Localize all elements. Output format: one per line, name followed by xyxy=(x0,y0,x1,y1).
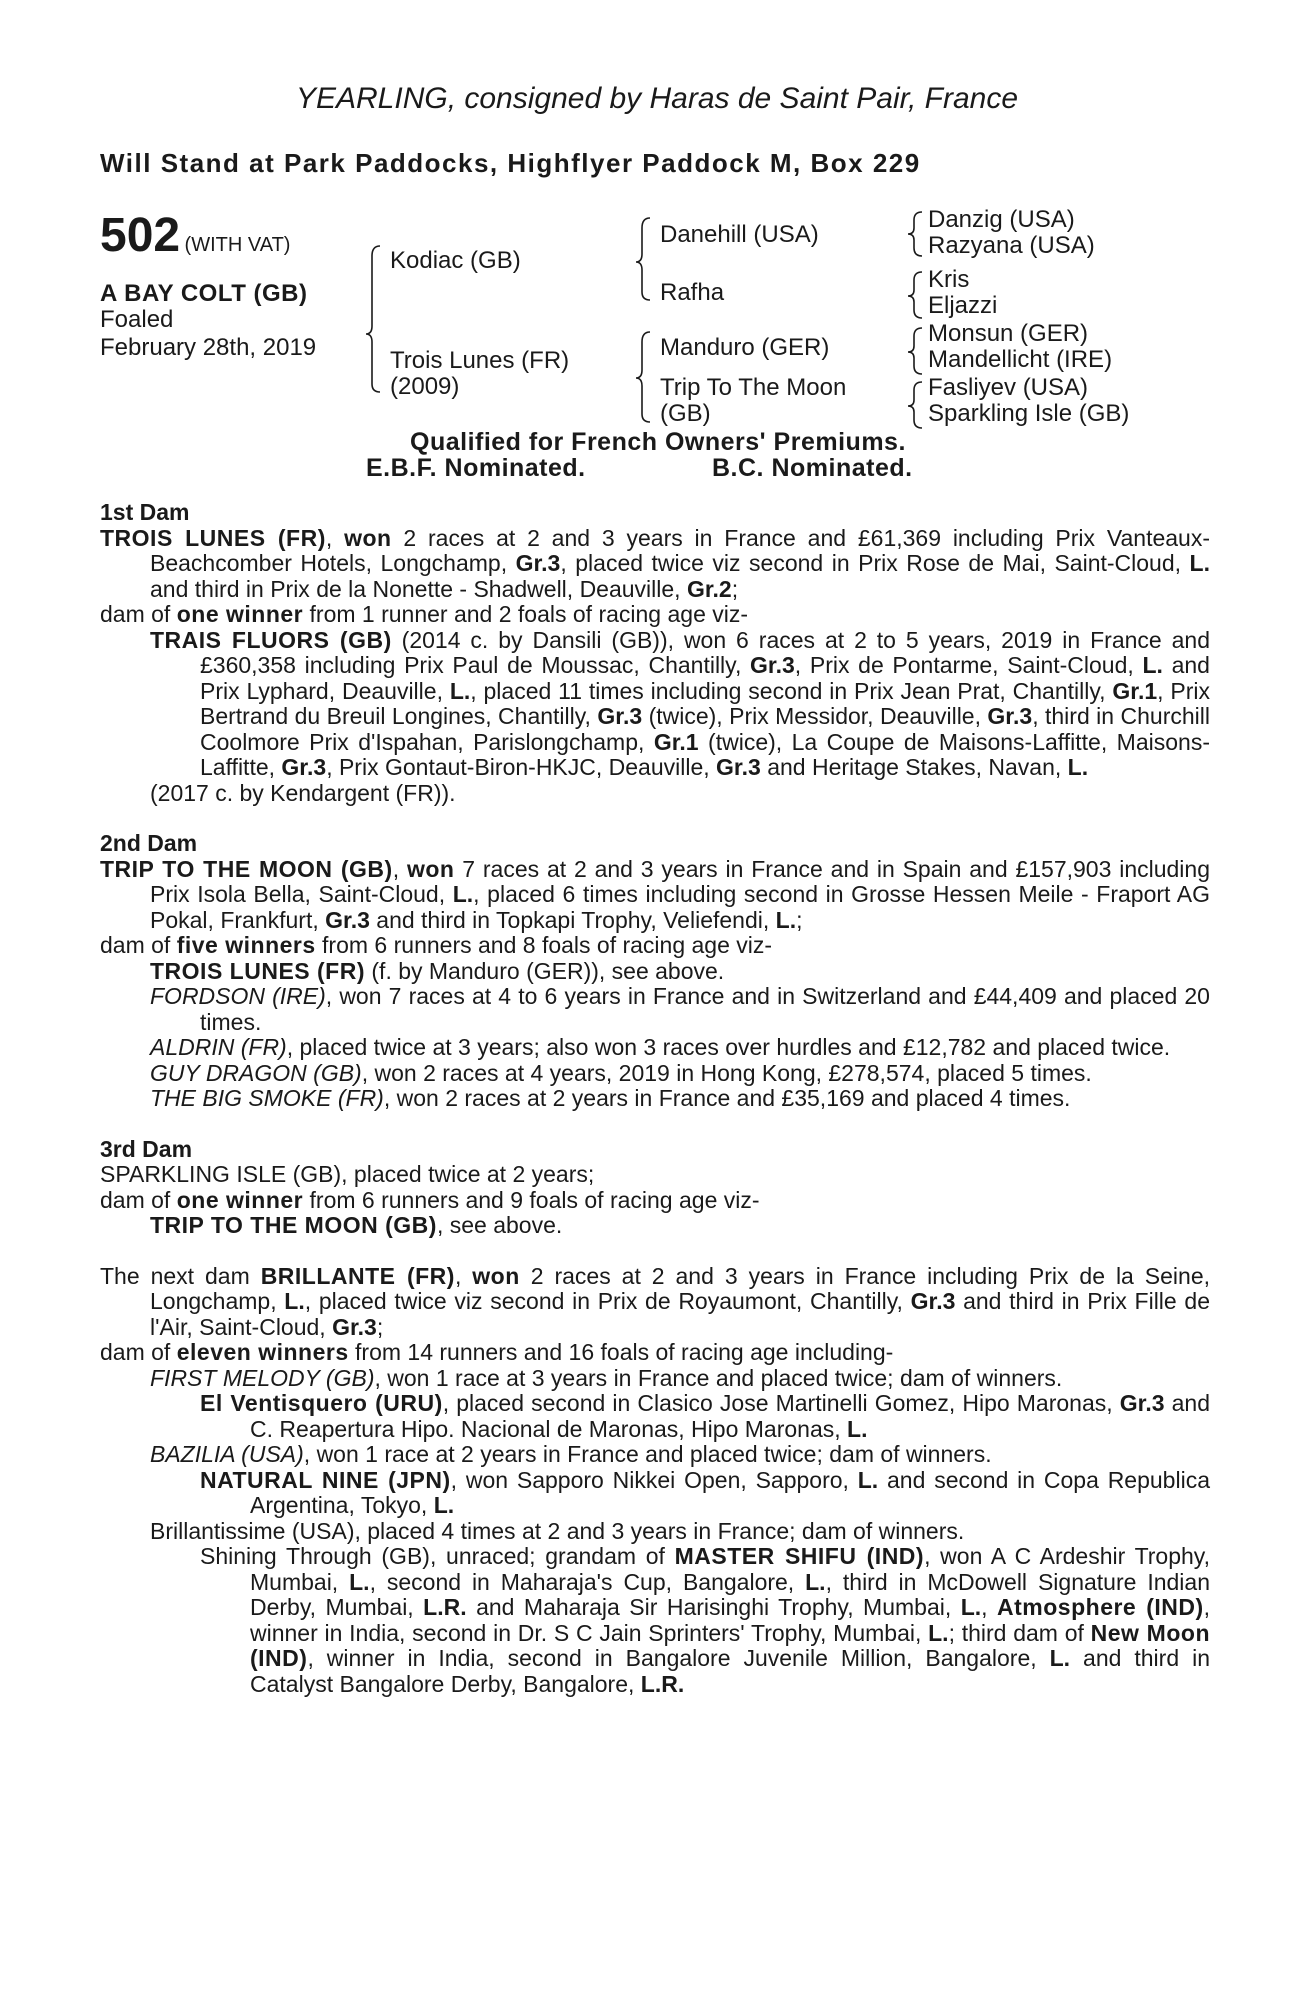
text: 2 races at 2 and 3 years in France including Prix de la Seine, Longchamp, xyxy=(150,1262,1210,1314)
stand-location: Will Stand at Park Paddocks, Highflyer Paddock M, Box 229 xyxy=(100,148,921,178)
horse-name: TROIS LUNES (FR) xyxy=(100,524,326,551)
progeny-entry xyxy=(100,1442,1210,1468)
progeny-entry xyxy=(100,1035,1210,1061)
text: ; xyxy=(796,906,803,933)
text: dam of xyxy=(100,932,177,958)
horse-name: ALDRIN (FR) xyxy=(150,1034,287,1060)
third-dam-produce-summary xyxy=(100,1188,1210,1214)
text: 7 races at 2 and 3 years in France and in Spain and £157,903 including Prix Isola Bella, Saint-Cloud, xyxy=(150,855,1211,907)
dam-name: Trois Lunes (FR) xyxy=(390,347,570,374)
listed: L. xyxy=(1049,1645,1071,1671)
grade: Gr.3 xyxy=(987,703,1033,729)
text: and second in Copa Republica Argentina, Tokyo, xyxy=(250,1466,1210,1518)
listed: L. xyxy=(775,906,797,933)
listed: L. xyxy=(349,1568,370,1595)
horse-name: TROIS LUNES (FR) xyxy=(150,957,365,984)
horse-name: New Moon (IND) xyxy=(250,1619,1210,1671)
text: , placed second in Clasico Jose Martinelli Gomez, Hipo Maronas, xyxy=(442,1390,1120,1416)
text: , won 1 race at 2 years in France and placed twice; dam of winners. xyxy=(303,1441,992,1467)
listed-restricted: L.R. xyxy=(640,1670,685,1697)
text: (2017 c. by Kendargent (FR)). xyxy=(150,779,456,806)
text: , won 1 race at 3 years in France and placed twice; dam of winners. xyxy=(374,1364,1063,1391)
text: , xyxy=(454,1262,473,1289)
spacer xyxy=(100,1239,1210,1264)
text: , winner in India, second in Dr. S C Jain Sprinters' Trophy, Mumbai, xyxy=(250,1594,1211,1646)
text: , Prix Gontaut-Biron-HKJC, Deauville, xyxy=(326,754,717,780)
ancestor-5: Monsun (GER) xyxy=(928,320,1089,347)
progeny-entry xyxy=(100,1366,1210,1392)
first-dam-record xyxy=(100,526,1210,603)
pedigree-brackets xyxy=(0,0,1314,440)
text: from 6 runners and 9 foals of racing age viz- xyxy=(303,1186,760,1213)
listed: L. xyxy=(449,677,471,704)
text: (twice), Prix Messidor, Deauville, xyxy=(642,703,988,729)
listed: L. xyxy=(857,1466,879,1493)
progeny-entry xyxy=(100,1061,1210,1087)
listed: L. xyxy=(433,1492,455,1518)
text: and Prix Lyphard, Deauville, xyxy=(200,652,1210,704)
horse-name: GUY DRAGON (GB) xyxy=(150,1059,362,1086)
winner-count: one winner xyxy=(176,601,304,627)
text: , placed 11 times including second in Prix Jean Prat, Chantilly, xyxy=(470,677,1113,704)
grade: Gr.3 xyxy=(716,754,761,780)
ancestor-4: Eljazzi xyxy=(928,292,998,319)
text: , Prix de Pontarme, Saint-Cloud, xyxy=(794,652,1143,678)
sire-sire-name: Danehill (USA) xyxy=(660,221,819,248)
second-dam-heading: 2nd Dam xyxy=(100,830,198,856)
horse-name: Atmosphere (IND) xyxy=(997,1594,1204,1620)
text: , won 2 races at 2 years in France and £35,169 and placed 4 times. xyxy=(383,1085,1071,1111)
horse-name: El Ventisquero (URU) xyxy=(200,1390,443,1416)
text: ; third dam of xyxy=(948,1619,1091,1646)
third-dam-record xyxy=(100,1162,1210,1188)
grade: Gr.3 xyxy=(750,652,795,678)
spacer xyxy=(100,806,1210,831)
grade: Gr.3 xyxy=(281,754,327,780)
ancestor-6: Mandellicht (IRE) xyxy=(928,346,1113,373)
foaled-label: Foaled xyxy=(100,306,174,333)
progeny-entry xyxy=(100,781,1210,807)
text: SPARKLING ISLE (GB), placed twice at 2 years; xyxy=(100,1161,595,1187)
text: The next dam xyxy=(100,1262,261,1289)
lot-description: A BAY COLT (GB) xyxy=(100,280,308,307)
listed: L. xyxy=(1142,652,1163,678)
second-dam-produce-summary xyxy=(100,933,1210,959)
dam-dam-name: Trip To The Moon xyxy=(660,374,847,401)
grade: Gr.3 xyxy=(1119,1390,1165,1416)
listed-restricted: L.R. xyxy=(423,1594,467,1620)
grade: Gr.3 xyxy=(332,1313,377,1340)
consigner-line: YEARLING, consigned by Haras de Saint Pair, France xyxy=(295,82,1019,115)
spacer xyxy=(100,1112,1210,1137)
text: ; xyxy=(376,1313,384,1340)
won-label: won xyxy=(406,855,455,882)
text: dam of xyxy=(100,1339,177,1365)
horse-name: MASTER SHIFU (IND) xyxy=(674,1543,925,1569)
progeny-entry xyxy=(100,1519,1210,1545)
text: , winner in India, second in Bangalore Juvenile Million, Bangalore, xyxy=(307,1645,1050,1671)
ebf-note: E.B.F. Nominated. xyxy=(366,454,586,482)
text: (f. by Manduro (GER)), see above. xyxy=(365,957,725,984)
horse-name: THE BIG SMOKE (FR) xyxy=(150,1085,384,1111)
text: , Prix Bertrand du Breuil Longines, Chantilly, xyxy=(200,677,1211,729)
horse-name: FIRST MELODY (GB) xyxy=(150,1364,375,1391)
listed: L. xyxy=(1067,754,1089,780)
horse-name: BAZILIA (USA) xyxy=(150,1441,304,1467)
text: , placed twice viz second in Prix Rose de Mai, Saint-Cloud, xyxy=(560,550,1190,576)
bc-note: B.C. Nominated. xyxy=(712,454,913,482)
text: and Maharaja Sir Harisinghi Trophy, Mumbai, xyxy=(466,1594,961,1620)
text: , placed 6 times including second in Grosse Hessen Meile - Fraport AG Pokal, Frankfurt, xyxy=(150,881,1211,933)
text: (2014 c. by Dansili (GB)), won 6 races at 2 to 5 years, 2019 in France and £360,358 including Prix Paul de Moussac, Chantilly, xyxy=(200,626,1210,678)
progeny-entry xyxy=(100,959,1210,985)
text: , xyxy=(981,1594,998,1620)
next-dam-produce-summary xyxy=(100,1340,1210,1366)
ancestor-3: Kris xyxy=(928,266,970,293)
text: , placed twice viz second in Prix de Royaumont, Chantilly, xyxy=(304,1288,911,1314)
won-label: won xyxy=(344,524,392,551)
text: , xyxy=(325,524,345,551)
text: and Heritage Stakes, Navan, xyxy=(760,754,1068,780)
winner-count: eleven winners xyxy=(176,1339,349,1365)
text: , won 7 races at 4 to 6 years in France and in Switzerland and £44,409 and placed 20 times. xyxy=(200,983,1210,1035)
text: , xyxy=(392,855,407,882)
text: , won Sapporo Nikkei Open, Sapporo, xyxy=(450,1466,858,1493)
progeny-entry xyxy=(100,1086,1210,1112)
ancestor-8: Sparkling Isle (GB) xyxy=(928,400,1130,427)
horse-name: TRIP TO THE MOON (GB) xyxy=(100,855,393,882)
foaled-date: February 28th, 2019 xyxy=(100,334,317,361)
text: , third in Churchill Coolmore Prix d'Ispahan, Parislongchamp, xyxy=(200,703,1210,755)
horse-name: BRILLANTE (FR) xyxy=(260,1262,455,1289)
grand-progeny-entry xyxy=(100,1468,1210,1519)
progeny-entry xyxy=(100,1213,1210,1239)
first-dam-produce-summary xyxy=(100,602,1210,628)
lot-number: 502 xyxy=(100,209,181,262)
text: Shining Through (GB), unraced; grandam of xyxy=(200,1543,675,1569)
dam-dam-suffix: (GB) xyxy=(660,400,711,427)
listed: L. xyxy=(1189,550,1210,576)
catalogue-body xyxy=(100,500,1210,1697)
text: , see above. xyxy=(436,1212,563,1238)
ancestor-7: Fasliyev (USA) xyxy=(928,374,1089,401)
grand-progeny-entry xyxy=(100,1391,1210,1442)
text: ; xyxy=(731,575,739,602)
listed: L. xyxy=(928,1619,949,1646)
grade: Gr.1 xyxy=(653,728,699,755)
grade: Gr.3 xyxy=(597,703,643,729)
horse-name: NATURAL NINE (JPN) xyxy=(200,1466,451,1493)
won-label: won xyxy=(472,1262,520,1289)
text: and third in Prix Fille de l'Air, Saint-Cloud, xyxy=(150,1288,1210,1340)
dam-year: (2009) xyxy=(390,373,460,400)
text: from 14 runners and 16 foals of racing age including- xyxy=(348,1339,894,1365)
sire-name: Kodiac (GB) xyxy=(390,247,521,274)
text: , placed twice at 3 years; also won 3 races over hurdles and £12,782 and placed twice. xyxy=(286,1034,1171,1060)
text: dam of xyxy=(100,601,177,627)
listed: L. xyxy=(452,881,474,907)
winner-count: one winner xyxy=(176,1186,304,1213)
text: , third in McDowell Signature Indian Derby, Mumbai, xyxy=(250,1568,1210,1620)
ancestor-2: Razyana (USA) xyxy=(928,232,1095,259)
second-dam-record xyxy=(100,857,1210,934)
text: and C. Reapertura Hipo. Nacional de Maronas, Hipo Maronas, xyxy=(250,1390,1210,1442)
third-dam-heading: 3rd Dam xyxy=(100,1135,193,1162)
premiums-note: Qualified for French Owners' Premiums. xyxy=(410,428,906,456)
progeny-entry xyxy=(100,628,1210,781)
text: , won A C Ardeshir Trophy, Mumbai, xyxy=(250,1543,1210,1595)
listed: L. xyxy=(284,1288,305,1314)
horse-name: TRIP TO THE MOON (GB) xyxy=(150,1212,437,1238)
text: and third in Catalyst Bangalore Derby, Bangalore, xyxy=(250,1645,1210,1697)
listed: L. xyxy=(960,1594,982,1620)
text: , won 2 races at 4 years, 2019 in Hong Kong, £278,574, placed 5 times. xyxy=(361,1059,1092,1086)
text: from 6 runners and 8 foals of racing age viz- xyxy=(315,932,773,958)
text: (twice), La Coupe de Maisons-Laffitte, Maisons-Laffitte, xyxy=(200,728,1210,780)
winner-count: five winners xyxy=(176,932,316,958)
ancestor-1: Danzig (USA) xyxy=(928,206,1075,233)
horse-name: FORDSON (IRE) xyxy=(150,983,326,1009)
grade: Gr.1 xyxy=(1112,677,1158,704)
grade: Gr.3 xyxy=(910,1288,956,1314)
next-dam-record xyxy=(100,1264,1210,1341)
text: and third in Topkapi Trophy, Veliefendi, xyxy=(369,906,776,933)
text: 2 races at 2 and 3 years in France and £61,369 including Prix Vanteaux-Beachcomber Hotels, Longchamp, xyxy=(150,524,1210,576)
grade: Gr.3 xyxy=(515,550,561,576)
sire-dam-name: Rafha xyxy=(660,279,725,306)
text: and third in Prix de la Nonette - Shadwell, Deauville, xyxy=(150,575,687,602)
text: , second in Maharaja's Cup, Bangalore, xyxy=(369,1568,806,1595)
grand-progeny-entry xyxy=(100,1544,1210,1697)
listed: L. xyxy=(847,1415,868,1442)
dam-sire-name: Manduro (GER) xyxy=(660,334,830,361)
horse-name: TRAIS FLUORS (GB) xyxy=(150,626,392,653)
progeny-entry xyxy=(100,984,1210,1035)
text: Brillantissime (USA), placed 4 times at 2 and 3 years in France; dam of winners. xyxy=(150,1517,965,1544)
vat-note: (WITH VAT) xyxy=(184,234,291,256)
grade: Gr.3 xyxy=(325,906,370,933)
text: from 1 runner and 2 foals of racing age viz- xyxy=(303,601,749,627)
grade: Gr.2 xyxy=(686,575,732,602)
first-dam-heading: 1st Dam xyxy=(100,499,190,525)
text: dam of xyxy=(100,1186,177,1213)
listed: L. xyxy=(805,1568,826,1595)
